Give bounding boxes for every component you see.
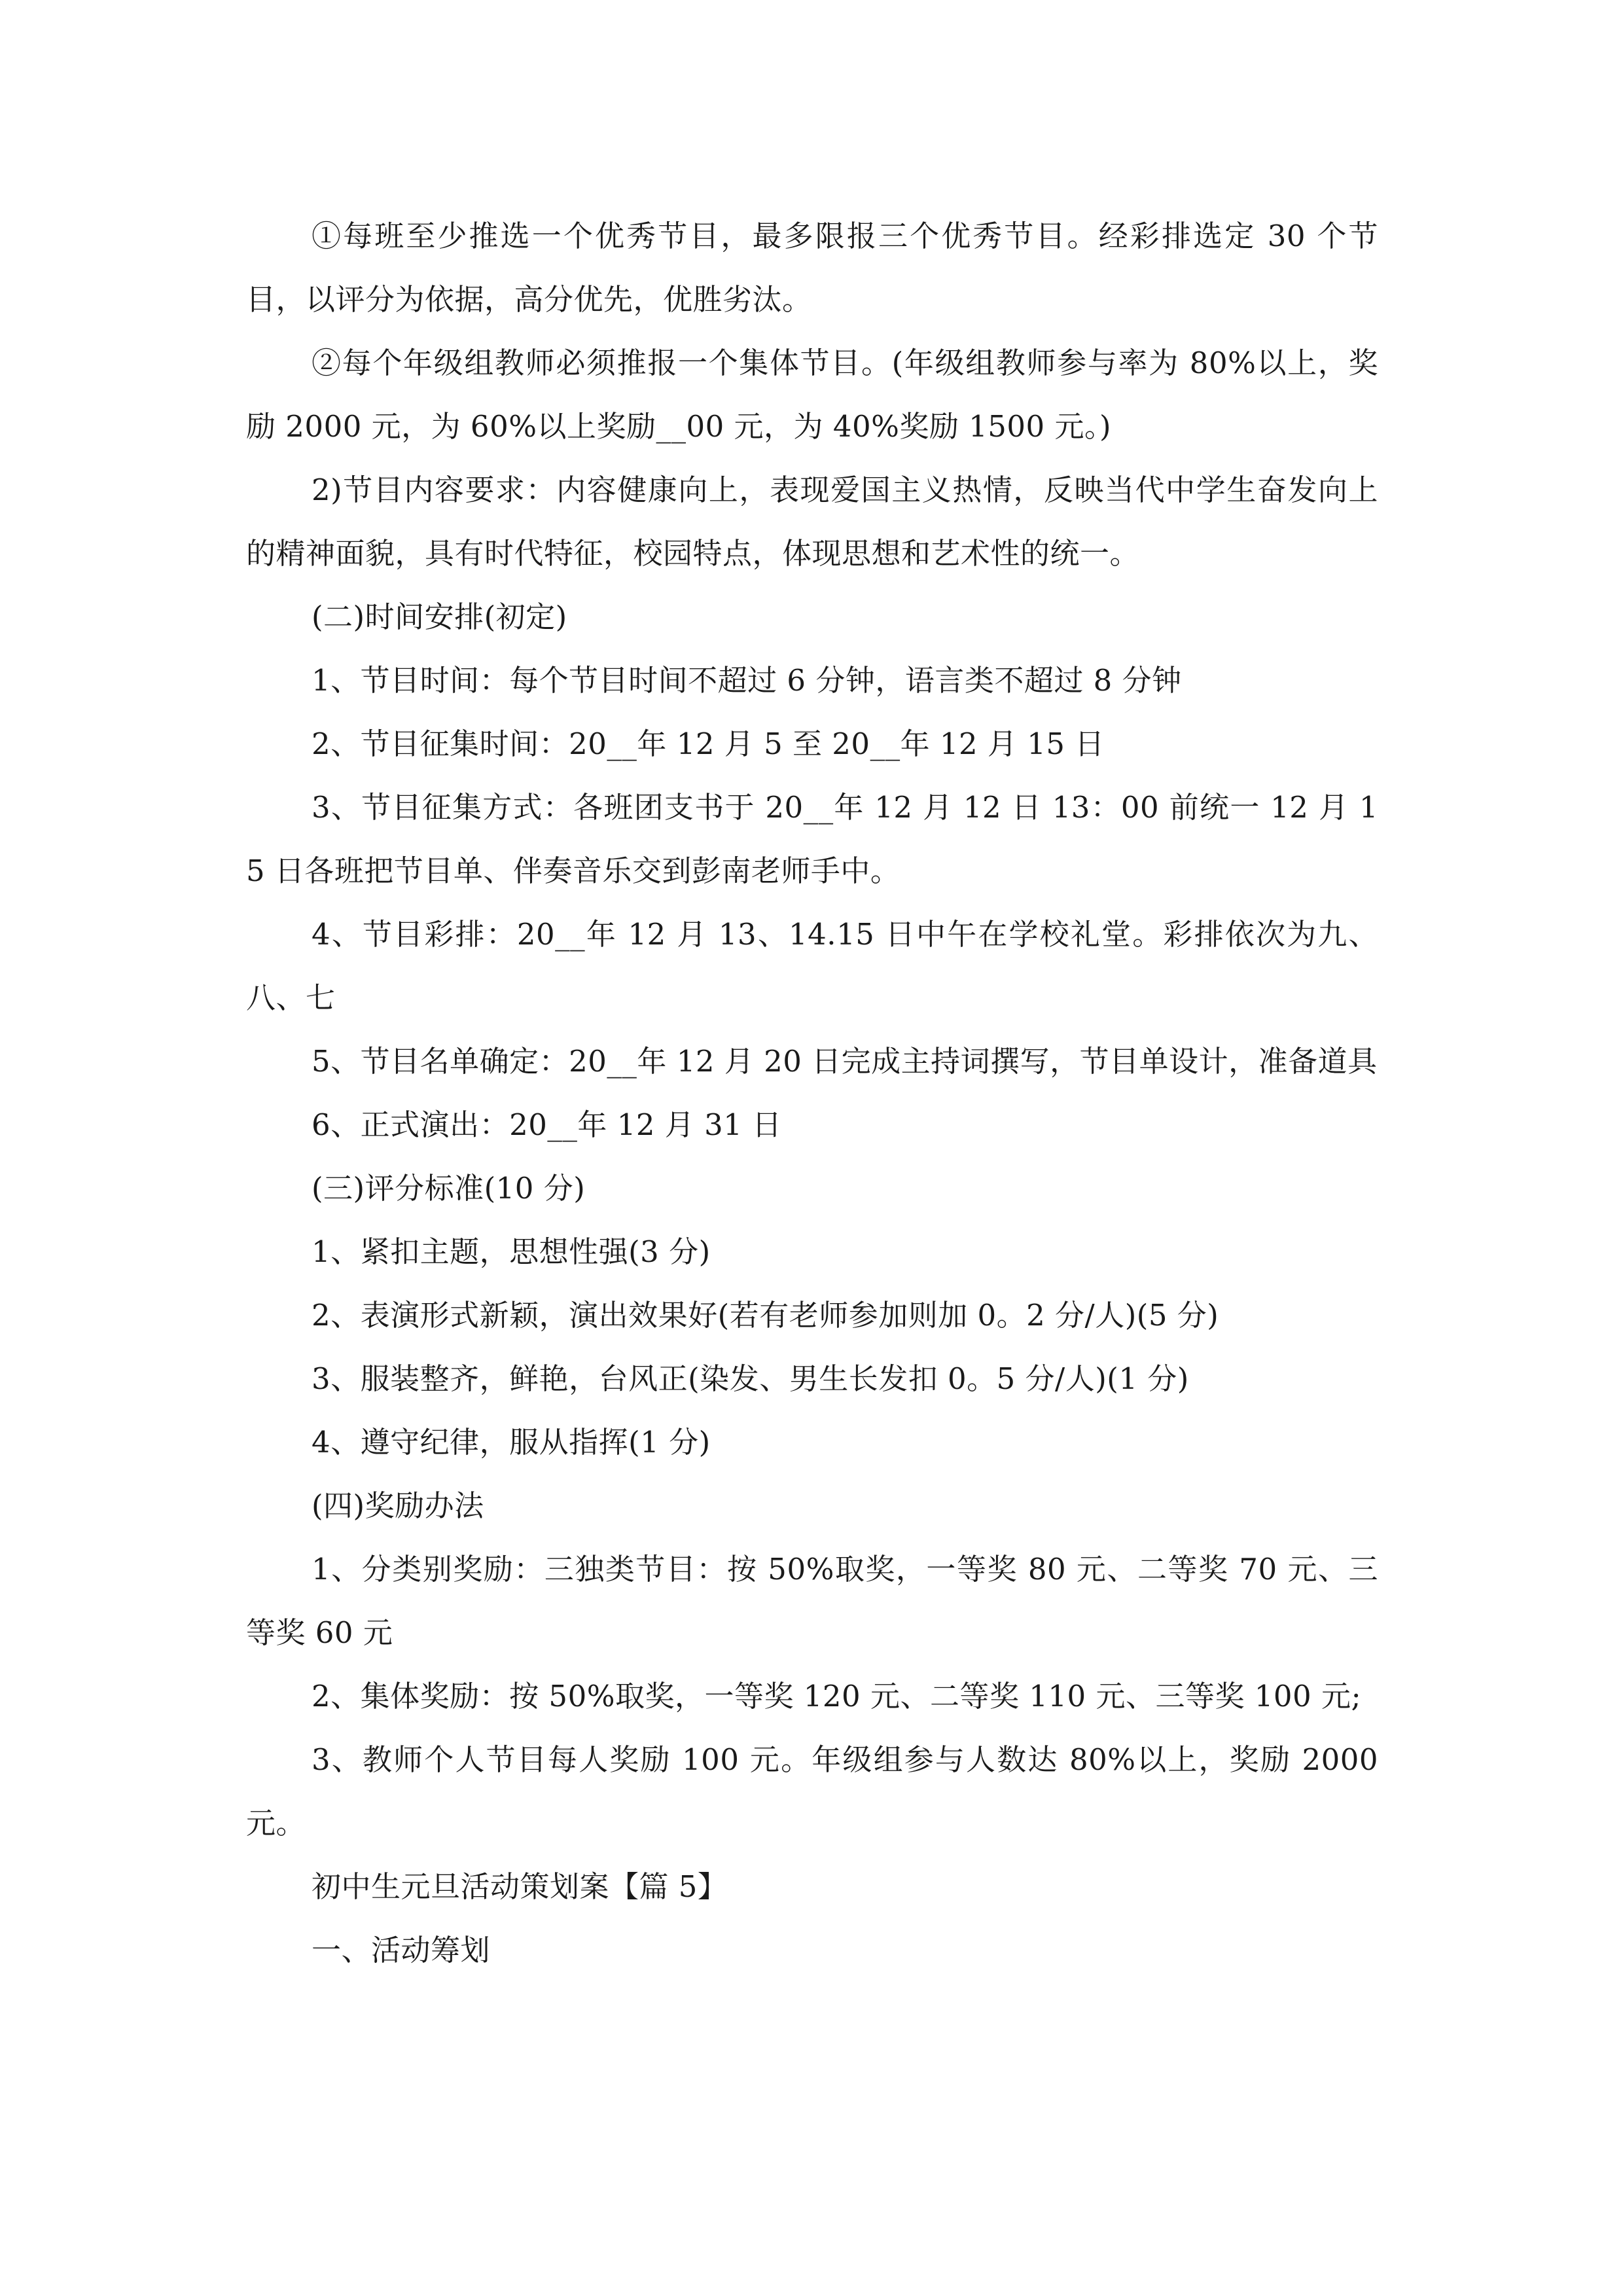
paragraph-content-requirements: 2)节目内容要求：内容健康向上，表现爱国主义热情，反映当代中学生奋发向上的精神面貌，具有时代特征，校园特点，体现思想和艺术性的统一。 [246, 473, 1378, 571]
paragraph-rule-1: ①每班至少推选一个优秀节目，最多限报三个优秀节目。经彩排选定 30 个节目，以评分为依据，高分优先，优胜劣汰。 [246, 219, 1378, 317]
section-heading-awards: (四)奖励办法 [312, 1488, 484, 1523]
scoring-item-3: 3、服装整齐，鲜艳，台风正(染发、男生长发扣 0。5 分/人)(1 分) [312, 1361, 1189, 1396]
article-title: 初中生元旦活动策划案【篇 5】 [312, 1869, 728, 1904]
document-page [246, 204, 1378, 1982]
scoring-item-2: 2、表演形式新颖，演出效果好(若有老师参加则加 0。2 分/人)(5 分) [312, 1298, 1219, 1333]
section-heading-scoring: (三)评分标准(10 分) [312, 1171, 586, 1206]
award-item-1: 1、分类别奖励：三独类节目：按 50%取奖，一等奖 80 元、二等奖 70 元、三等奖 60 元 [246, 1552, 1378, 1650]
section-heading-schedule: (二)时间安排(初定) [312, 600, 567, 634]
scoring-item-4: 4、遵守纪律，服从指挥(1 分) [312, 1425, 711, 1460]
schedule-item-5: 5、节目名单确定：20__年 12 月 20 日完成主持词撰写，节目单设计，准备道具 [312, 1044, 1378, 1079]
schedule-item-1: 1、节目时间：每个节目时间不超过 6 分钟，语言类不超过 8 分钟 [312, 663, 1182, 698]
section-heading-planning: 一、活动筹划 [312, 1933, 491, 1967]
scoring-item-1: 1、紧扣主题，思想性强(3 分) [312, 1234, 711, 1269]
schedule-item-6: 6、正式演出：20__年 12 月 31 日 [312, 1107, 782, 1142]
schedule-item-3: 3、节目征集方式：各班团支书于 20__年 12 月 12 日 13：00 前统一 12 月 15 日各班把节目单、伴奏音乐交到彭南老师手中。 [246, 790, 1378, 888]
schedule-item-4: 4、节目彩排：20__年 12 月 13、14.15 日中午在学校礼堂。彩排依次为九、八、七 [246, 917, 1378, 1015]
award-item-2: 2、集体奖励：按 50%取奖，一等奖 120 元、二等奖 110 元、三等奖 100 元; [312, 1679, 1362, 1713]
award-item-3: 3、教师个人节目每人奖励 100 元。年级组参与人数达 80%以上，奖励 2000 元。 [246, 1742, 1378, 1840]
paragraph-rule-2: ②每个年级组教师必须推报一个集体节目。(年级组教师参与率为 80%以上，奖励 2000 元，为 60%以上奖励__00 元，为 40%奖励 1500 元。) [246, 346, 1378, 444]
schedule-item-2: 2、节目征集时间：20__年 12 月 5 至 20__年 12 月 15 日 [312, 726, 1105, 761]
